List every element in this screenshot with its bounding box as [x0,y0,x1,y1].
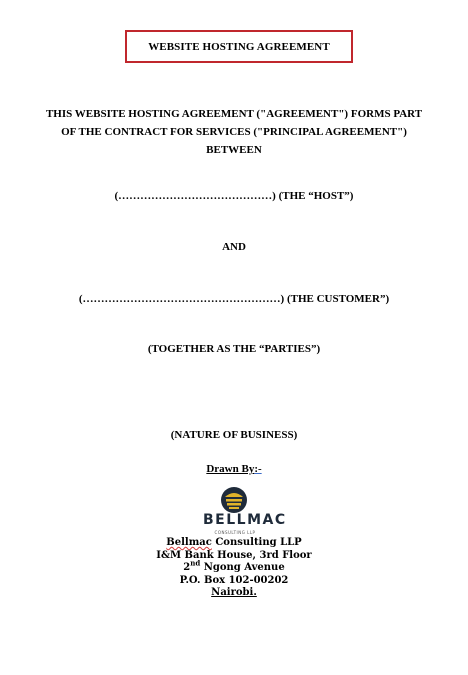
street-superscript: nd [190,558,201,568]
logo-wordmark: BELLMAC [203,512,287,528]
street-line [0,558,468,575]
drawn-by-suffix: :- [254,463,262,475]
bellmac-logo [203,486,287,540]
po-box-line: P.O. Box 102-00202 [179,574,289,586]
building-line: I&M Bank House, 3rd Floor [156,549,312,561]
city-line: Nairobi. [211,587,257,598]
firm-name-suffix: Consulting LLP [211,537,302,548]
customer-line: (………………………………………………) (THE CUSTOMER”) [78,293,390,305]
drawn-by-label: Drawn By [206,463,255,475]
bellmac-emblem-icon [220,486,248,514]
nature-of-business-line: (NATURE OF BUSINESS) [170,429,298,441]
parties-line: (TOGETHER AS THE “PARTIES”) [147,343,321,355]
and-line: AND [222,241,246,253]
drawn-by-line [0,463,468,475]
firm-address [0,537,468,600]
host-line: (……………………………………) (THE “HOST”) [114,190,354,202]
firm-name-prefix: Bellmac [166,537,212,548]
street-number: 2 [183,562,191,573]
document-title-box [125,30,353,63]
street-name: Ngong Avenue [200,562,285,573]
intro-line-2: OF THE CONTRACT FOR SERVICES ("PRINCIPAL AGREEMENT") [61,126,407,138]
logo-subtitle: CONSULTING LLP [214,530,256,535]
intro-line-1: THIS WEBSITE HOSTING AGREEMENT ("AGREEMENT") FORMS PART [45,108,423,120]
intro-line-3: BETWEEN [206,144,262,156]
document-title: WEBSITE HOSTING AGREEMENT [148,40,330,53]
intro-paragraph [0,105,468,159]
firm-name-line [0,537,468,550]
